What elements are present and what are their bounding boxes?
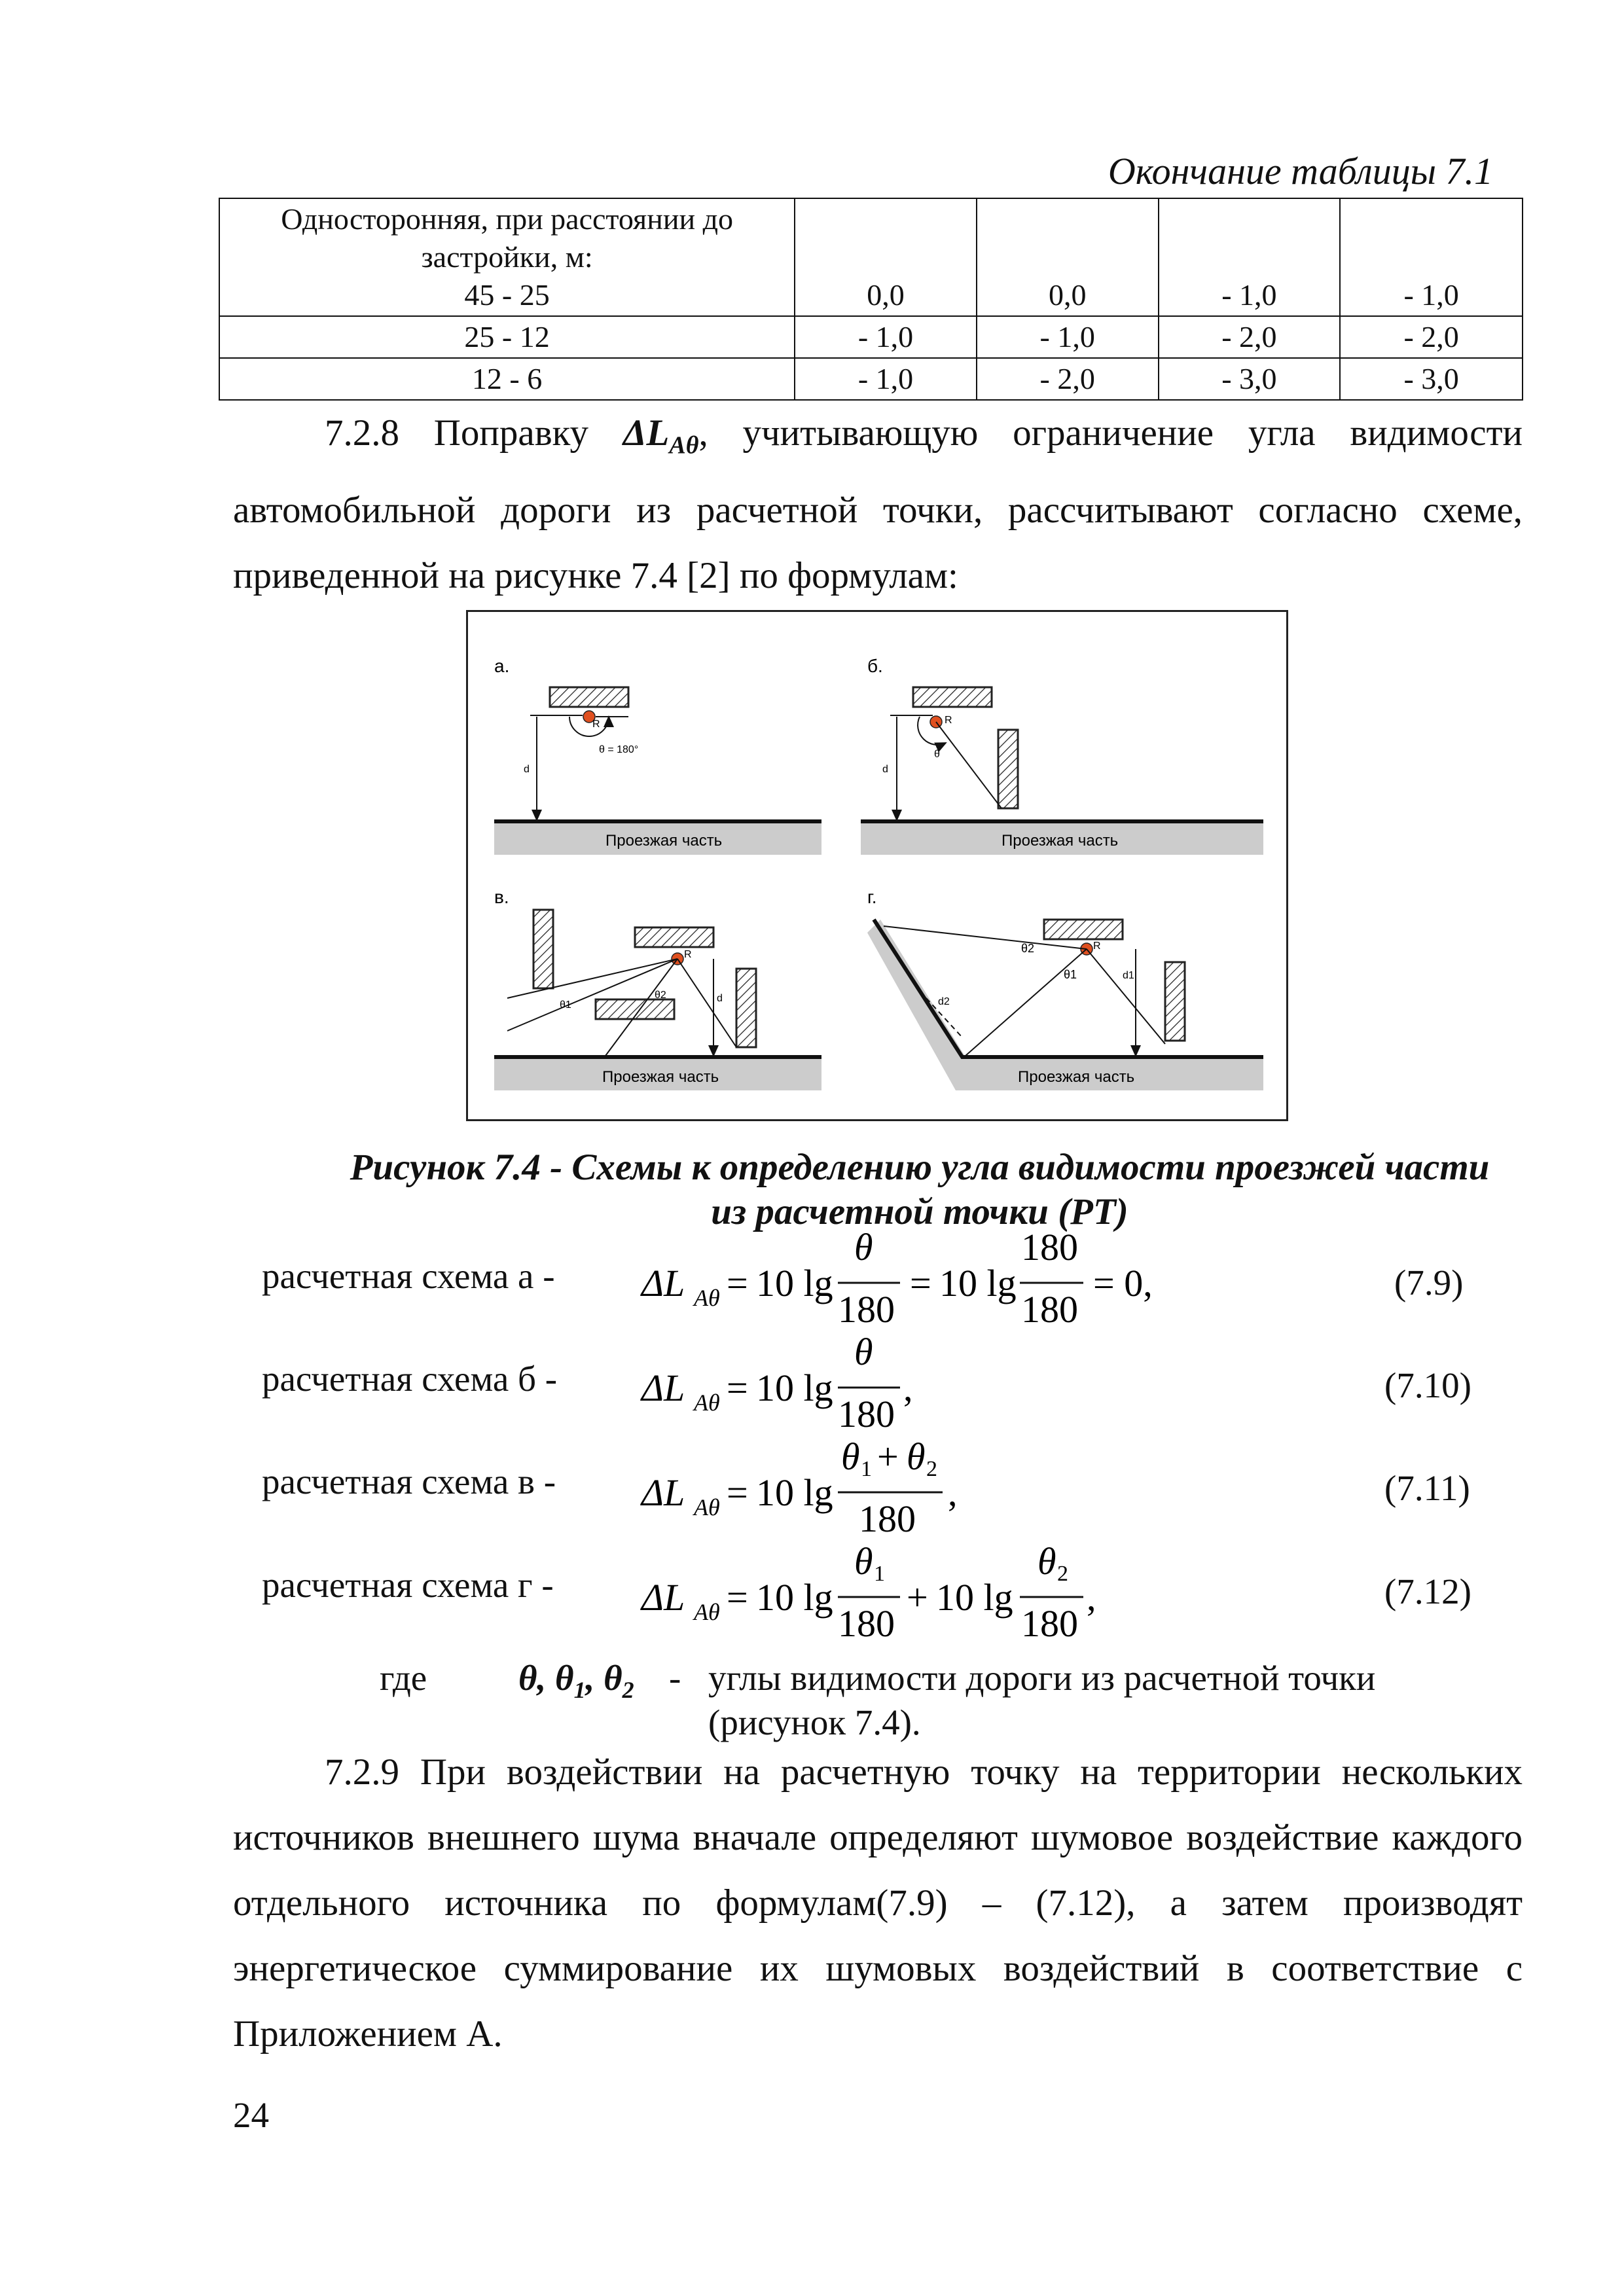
denominator: 180 — [838, 1288, 895, 1331]
numerator: θ — [854, 1226, 873, 1268]
denominator: 180 — [838, 1602, 895, 1645]
noise-correction-table — [219, 198, 1523, 401]
page-number: 24 — [233, 2095, 269, 2135]
formula-label: расчетная схема б - — [262, 1359, 558, 1399]
table-cell: - 1,0 — [1159, 198, 1341, 316]
panel-b — [861, 656, 1263, 855]
table-row — [219, 358, 1523, 400]
eq-sign: = — [910, 1262, 931, 1304]
where-text-line2: (рисунок 7.4). — [708, 1702, 921, 1742]
label-d1: d1 — [1123, 970, 1134, 981]
paragraph-7-2-9 — [233, 1740, 1523, 2067]
symbol-text: , θ — [585, 1658, 623, 1698]
formula-7-11 — [640, 1435, 958, 1540]
table-cell: 12 - 6 — [219, 358, 795, 400]
delta-symbol: ΔL — [623, 412, 670, 454]
denominator: 180 — [838, 1393, 895, 1435]
comma: , — [903, 1367, 913, 1409]
result: = 0, — [1093, 1262, 1153, 1304]
formula-label: расчетная схема а - — [262, 1256, 555, 1296]
panel-d — [867, 887, 1263, 1090]
table-cell: - 1,0 — [795, 358, 977, 400]
subscript: Aθ — [694, 1494, 720, 1520]
road-label: Проезжая часть — [1001, 832, 1119, 850]
label-R: R — [684, 949, 692, 960]
formula-7-10 — [640, 1331, 913, 1435]
index: 2 — [926, 1457, 937, 1481]
table-cell: - 3,0 — [1340, 358, 1523, 400]
eq-sign: = — [727, 1471, 748, 1514]
comma: , — [948, 1471, 958, 1514]
formula-number: (7.10) — [1384, 1365, 1471, 1405]
label-theta2: θ2 — [1021, 942, 1035, 955]
where-dash: - — [669, 1658, 681, 1698]
formula-label: расчетная схема в - — [262, 1462, 556, 1501]
formula-label: расчетная схема г - — [262, 1565, 554, 1605]
index: 1 — [861, 1457, 872, 1481]
where-word: где — [380, 1658, 427, 1698]
denominator: 180 — [859, 1498, 916, 1540]
table-cell: - 2,0 — [1159, 316, 1341, 358]
delta-L: ΔL — [641, 1367, 685, 1409]
formula-number: (7.11) — [1384, 1468, 1470, 1508]
paragraph-7-2-8 — [233, 401, 1523, 609]
theta2: θ — [1038, 1540, 1056, 1583]
label-R: R — [945, 715, 952, 726]
label-d2: d2 — [938, 996, 950, 1007]
eq-sign: = — [727, 1576, 748, 1619]
para-text: 7.2.9 При воздействии на расчетную точку на территории нескольких источников внешнего шума вначале определяют шумовое воздействие каждого отдельного источника по формулам(7.9) – (7.12), а затем производят энергетическое суммирование их шумовых воздействий в соответствие с Приложением А. — [233, 1751, 1523, 2054]
para-text: 7.2.8 Поправку — [325, 412, 623, 454]
ten-lg: 10 lg — [936, 1576, 1013, 1619]
theta1: θ — [854, 1540, 873, 1583]
formula-number: (7.12) — [1384, 1571, 1471, 1611]
label-d: d — [524, 764, 530, 775]
ten-lg: 10 lg — [756, 1367, 833, 1409]
index: 1 — [874, 1562, 885, 1586]
subscript: Aθ — [694, 1285, 720, 1311]
plus: + — [907, 1576, 928, 1619]
delta-L: ΔL — [641, 1471, 685, 1514]
table-cell: - 2,0 — [977, 358, 1159, 400]
road-label: Проезжая часть — [602, 1068, 719, 1086]
where-symbols — [518, 1657, 634, 1704]
figure-caption-line1: Рисунок 7.4 - Схемы к определению угла видимости проезжей части — [350, 1147, 1490, 1188]
panel-letter: г. — [867, 887, 877, 907]
table-cell: - 3,0 — [1159, 358, 1341, 400]
theta2: θ — [907, 1435, 926, 1478]
formulas-block — [628, 1224, 1283, 1669]
label-d: d — [717, 993, 723, 1004]
numerator: 180 — [1021, 1226, 1078, 1268]
delta-L: ΔL — [641, 1262, 685, 1304]
table-cell: 25 - 12 — [219, 316, 795, 358]
eq-sign: = — [727, 1367, 748, 1409]
panel-c — [494, 887, 821, 1090]
where-text-line1: углы видимости дороги из расчетной точки — [708, 1658, 1376, 1698]
panel-letter: б. — [867, 656, 883, 676]
ten-lg: 10 lg — [939, 1262, 1017, 1304]
label-theta1: θ1 — [1064, 968, 1077, 981]
table-cell: - 1,0 — [977, 316, 1159, 358]
numerator: θ — [854, 1331, 873, 1373]
delta-subscript: Aθ — [669, 431, 699, 459]
formula-7-12 — [640, 1540, 1096, 1645]
figure-7-4 — [466, 610, 1288, 1121]
table-cell: - 1,0 — [1340, 198, 1523, 316]
formula-number: (7.9) — [1394, 1263, 1464, 1302]
index: 2 — [622, 1677, 634, 1703]
delta-L: ΔL — [641, 1576, 685, 1619]
subscript: Aθ — [694, 1599, 720, 1625]
ten-lg: 10 lg — [756, 1471, 833, 1514]
ten-lg: 10 lg — [756, 1576, 833, 1619]
table-cell: Односторонняя, при расстоянии до застройки, м: 45 - 25 — [219, 198, 795, 316]
table-row — [219, 198, 1523, 316]
table-cell: 0,0 — [795, 198, 977, 316]
label-theta: θ = 180° — [599, 744, 639, 755]
theta1: θ — [841, 1435, 860, 1478]
table-cell: - 2,0 — [1340, 316, 1523, 358]
label-theta1: θ1 — [560, 999, 571, 1011]
index: 1 — [573, 1677, 586, 1703]
table-row — [219, 316, 1523, 358]
label-R: R — [1093, 941, 1101, 952]
table-continuation-caption: Окончание таблицы 7.1 — [1108, 150, 1493, 192]
panel-letter: в. — [494, 887, 509, 907]
formula-7-9 — [640, 1226, 1153, 1331]
ten-lg: 10 lg — [756, 1262, 833, 1304]
symbol-text: θ, θ — [518, 1658, 574, 1698]
road-visibility-schemes — [468, 612, 1286, 1119]
label-R: R — [592, 719, 600, 730]
table-cell: 0,0 — [977, 198, 1159, 316]
eq-sign: = — [727, 1262, 748, 1304]
denominator: 180 — [1021, 1288, 1078, 1331]
panel-a — [494, 656, 821, 855]
table-cell: - 1,0 — [795, 316, 977, 358]
index: 2 — [1057, 1562, 1068, 1586]
subscript: Aθ — [694, 1390, 720, 1416]
figure-caption-line2: из расчетной точки (РТ) — [711, 1191, 1128, 1232]
road-label: Проезжая часть — [1018, 1068, 1135, 1086]
label-theta2: θ2 — [655, 990, 666, 1001]
denominator: 180 — [1021, 1602, 1078, 1645]
label-d: d — [882, 764, 888, 775]
panel-letter: а. — [494, 656, 510, 676]
comma: , — [1087, 1576, 1096, 1619]
para-text: , учитывающую ограничение угла видимости автомобильной дороги из расчетной точки, рассчитывают согласно схеме, приведенной на рисунке 7.4 [2] по формулам: — [233, 412, 1523, 597]
plus: + — [877, 1435, 899, 1478]
road-label: Проезжая часть — [605, 832, 723, 850]
label-theta: θ — [934, 749, 940, 760]
